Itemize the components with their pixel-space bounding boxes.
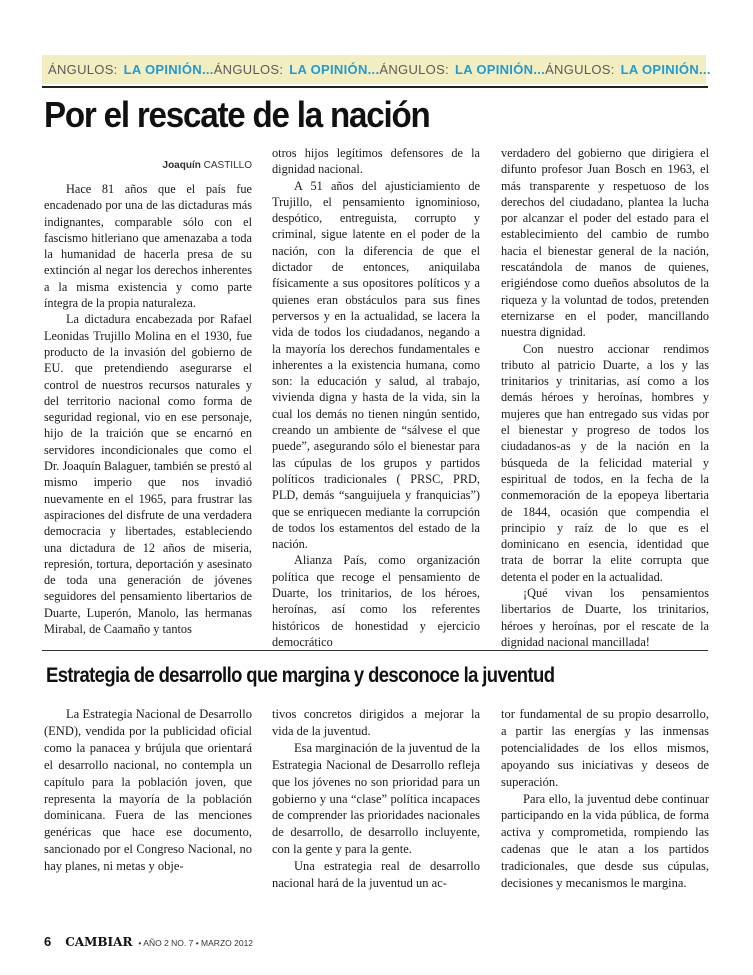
paragraph: tivos concretos dirigidos a mejorar la vida de la juventud.: [272, 707, 480, 738]
paragraph: A 51 años del ajusticiamiento de Trujillo, el pensamiento ignominioso, despótico, entreguista, corrupto y criminal, sigue latente en el poder de la nación, con la diferencia de que el dictador de entonces, aniquilaba físicamente a sus opositores políticos y a quienes eran obstáculos para sus fines perversos y en la actualidad, se lacera la vida de todos los ciudadanos, negando a la mayoría los derechos fundamentales e inherentes a la existencia humana, como son: la educación y salud, al trabajo, vivienda digna y hasta de la vida, sin la cual los demás no tienen ningún sentido, creando un ambiente de “sálvese el que puede”, asegurando sólo el bienestar para las cúpulas de los grupos y partidos políticos tradicionales ( PRSC, PRD, PLD, demás “sanguijuela y franquicias”) que se enriquecen mediante la corrupción de todos los estamentos del estado de la nación.: [272, 178, 480, 552]
top-divider: [42, 86, 708, 88]
magazine-name: CAMBIAR: [65, 935, 133, 949]
banner-section: LA OPINIÓN...: [620, 62, 711, 77]
author-first-name: Joaquín: [162, 160, 201, 171]
paragraph: verdadero del gobierno que dirigiera el difunto profesor Juan Bosch en 1963, el más transparente y respetuoso de los derechos del ciudadano, plantea la lucha por alcanzar el poder del estado para el establecimiento del cambio de rumbo hacia el bienestar general de la nación, rescatándola de manos de quienes, erigiéndose como dueños absolutos de la riqueza y la voluntad de todos, pretenden eternizarse en el poder, mancillando nuestra dignidad.: [501, 146, 709, 340]
banner-section: LA OPINIÓN...: [454, 62, 546, 77]
banner-unit: [379, 62, 545, 77]
banner-label: ÁNGULOS:: [213, 62, 284, 77]
author-last-name: CASTILLO: [203, 160, 252, 171]
banner-label: ÁNGULOS:: [545, 62, 615, 77]
paragraph: Esa marginación de la juventud de la Estrategia Nacional de Desarrollo refleja que los jóvenes no son prioridad para un gobierno y una “clase” política incapaces de comprender las prioridades nacionales de desarrollo, de desarrollo incluyente, con la gente y para la gente.: [272, 740, 480, 857]
banner-section: LA OPINIÓN...: [123, 62, 214, 77]
section-banner: [42, 55, 711, 84]
section-divider: [42, 650, 708, 651]
article-column-3: [501, 145, 709, 649]
banner-unit: [48, 62, 214, 77]
paragraph: Con nuestro accionar rendimos tributo al patricio Duarte, a los y las trinitarios y trinitarias, así como a los demás héroes y heroínas, hombres y mujeres que han entregado sus vidas por el bienestar y progreso de todos los ciudadanos-as y de la nación en la búsqueda de la felicidad material y espiritual de todos, en la fecha de la conmemoración de la epopeya libertaria de 1844, ocasión que compendia el principio y raíz de lo que es el dominicano en esencia, identidad que trata de borrar la elite corrupta que detenta el poder en la actualidad.: [501, 341, 709, 584]
paragraph: La dictadura encabezada por Rafael Leonidas Trujillo Molina en el 1930, fue producto de la invasión del gobierno de EU. que pretendiendo asegurarse el control de nuestros recursos naturales y del territorio nacional como forma de seguridad regional, vio en ese personaje, hijo de la traición que se encarnó en servidores incondicionales que como el Dr. Joaquín Balaguer, también se prestó al mismo imperio que nos invadió nuevamente en el 1965, para frustrar las aspiraciones del disfrute de una verdadera democracia y libertades, estableciendo una dictadura de 12 años de miseria, represión, tortura, deportación y asesinato de toda una generación de jóvenes seguidores del pensamiento libertarios de Duarte, Luperón, Manolo, las hermanas Mirabal, de Caamaño y tantos: [44, 312, 252, 637]
article2-column-3: [501, 706, 709, 926]
paragraph: La Estrategia Nacional de Desarrollo (END), vendida por la publicidad oficial como la panacea y brújula que orientará el desarrollo nacional, no contempla un capítulo para la población joven, que representa la mayoría de la población dominicana. Fuera de las menciones genéricas que hace ese documento, sancionado por el Congreso Nacional, no hay planes, ni metas y obje-: [44, 707, 252, 874]
paragraph: Una estrategia real de desarrollo nacional hará de la juventud un ac-: [272, 859, 480, 891]
article-column-1: [44, 181, 252, 637]
banner-label: ÁNGULOS:: [48, 62, 118, 77]
paragraph: tor fundamental de su propio desarrollo, a partir las energías y las inmensas potencialidades de los ellos mismos, apoyando sus iniciativas y deseos de superación.: [501, 707, 709, 789]
page-footer: [44, 934, 253, 950]
article-title: Por el rescate de la nación: [44, 94, 430, 135]
paragraph: Alianza País, como organización política que recoge el pensamiento de Duarte, los trinitarios, de los héroes, heroínas, así como los referentes históricos de honestidad y ejercicio democrático: [272, 553, 480, 649]
paragraph: Hace 81 años que el país fue encadenado por una de las dictaduras más indignantes, comparable sólo con el fascismo hitleriano que amenazaba a toda la humanidad de hacerla presa de su extinción al negar los derechos inherentes a la misma existencia y como parte íntegra de la propia naturaleza.: [44, 182, 252, 311]
page-number: 6: [44, 934, 52, 949]
article2-column-2: [272, 706, 480, 926]
paragraph: Para ello, la juventud debe continuar participando en la vida pública, de forma activa y comprometida, rompiendo las cadenas que le atan a los partidos tradicionales, que desde sus cúpulas, decisiones y mecanismos le margina.: [501, 791, 709, 891]
paragraph: ¡Qué vivan los pensamientos libertarios de Duarte, los trinitarios, héroes y heroínas, por el rescate de la dignidad nacional mancillada!: [501, 586, 709, 649]
banner-section: LA OPINIÓN...: [289, 62, 380, 77]
paragraph: otros hijos legítimos defensores de la dignidad nacional.: [272, 146, 480, 177]
author-byline: [44, 160, 252, 171]
article2-column-1: [44, 706, 252, 926]
article-title-2: Estrategia de desarrollo que margina y desconoce la juventud: [46, 664, 555, 687]
issue-info: • AÑO 2 NO. 7 • MARZO 2012: [138, 938, 254, 948]
article-column-2: [272, 145, 480, 649]
banner-unit: [214, 62, 380, 77]
banner-unit: [545, 62, 711, 77]
banner-label: ÁNGULOS:: [379, 62, 449, 77]
